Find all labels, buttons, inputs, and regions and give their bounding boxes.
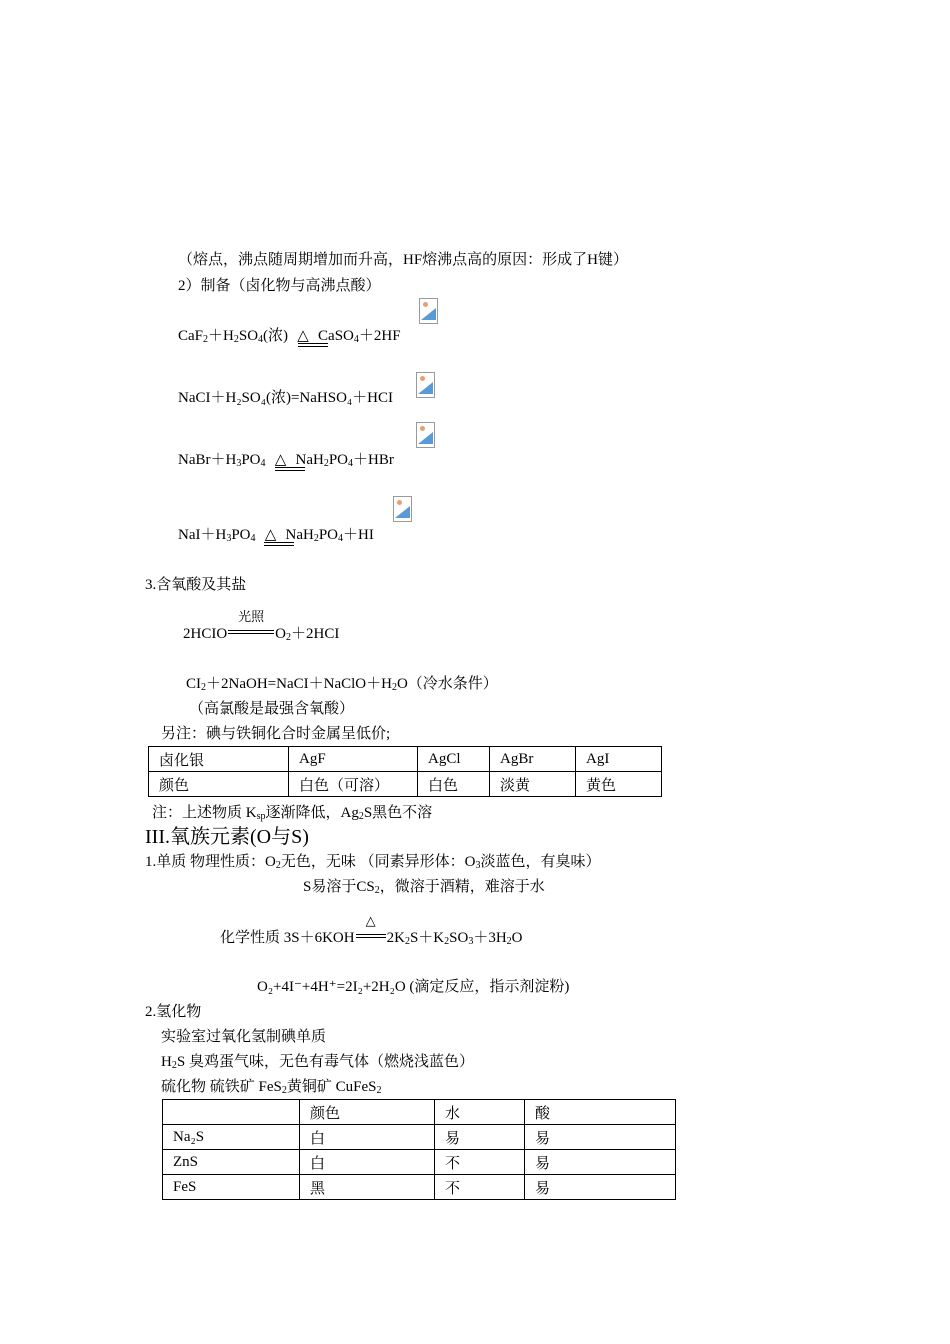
table-cell: 白色 [418, 772, 490, 797]
table-cell: 颜色 [300, 1100, 435, 1125]
table-row [149, 772, 662, 797]
h2s-note: $H_2S$ 臭鸡蛋气味，无色有毒气体（燃烧浅蓝色） [161, 1054, 474, 1071]
section-oxyacids: 3.含氧酸及其盐 [145, 577, 247, 593]
chemical-properties-s: 化学性质 3S＋6KOH △ $2K_2S+K_2SO_3+3H_2O$ [220, 913, 523, 947]
table-cell: 黄色 [576, 772, 662, 797]
iodine-note: 另注：碘与铁铜化合时金属呈低价; [161, 726, 391, 742]
table-row [163, 1100, 676, 1125]
table-cell: 颜色 [149, 772, 289, 797]
silver-halide-table [148, 746, 662, 797]
table-cell: 不 [435, 1175, 525, 1200]
heat-condition: △ [297, 328, 309, 344]
table-cell: AgF [289, 747, 418, 772]
table-cell: Na₂S [163, 1125, 300, 1150]
table-cell: AgBr [490, 747, 576, 772]
table-row [149, 747, 662, 772]
table-cell: 酸 [525, 1100, 676, 1125]
table-cell: ZnS [163, 1150, 300, 1175]
broken-image-icon [393, 496, 412, 522]
broken-image-icon [419, 298, 438, 324]
equals-double-line [298, 343, 328, 347]
table-cell [163, 1100, 300, 1125]
equation-nabr: $NaBr+H_3PO_4$ △ $NaH_2PO_4+HBr$ [178, 452, 394, 469]
equation-nacl: NaCI＋H₂SO₄(浓)=NaHSO₄＋HCI [178, 390, 393, 406]
hydrogen-peroxide-note: 实验室过氧化氢制碘单质 [161, 1029, 327, 1045]
table-cell: 卤化银 [149, 747, 289, 772]
table-cell: FeS [163, 1175, 300, 1200]
melting-point-note: （熔点，沸点随周期增加而升高，HF熔沸点高的原因：形成了H键） [178, 252, 629, 268]
table-cell: 淡黄 [490, 772, 576, 797]
table-cell: 不 [435, 1150, 525, 1175]
perchloric-note: （高氯酸是最强含氧酸） [189, 701, 355, 717]
ksp-note: 注：上述物质 $K_{sp}$逐渐降低，$Ag_2S$黑色不溶 [152, 805, 433, 822]
sulfide-minerals: 硫化物 硫铁矿 FeS$_2$黄铜矿 CuFeS$_2$ [161, 1079, 382, 1096]
table-cell: 白 [300, 1125, 435, 1150]
table-cell: AgCl [418, 747, 490, 772]
table-row [163, 1175, 676, 1200]
table-cell: 易 [525, 1125, 676, 1150]
heat-condition: △ [264, 527, 277, 543]
equation-caf2: $CaF_2+H_2SO_4$(浓) △ CaSO$_4$＋2HF [178, 328, 401, 345]
table-row [163, 1125, 676, 1150]
section-oxygen-group: III.氧族元素(O与S) [145, 826, 309, 848]
equals-double-line [275, 467, 305, 471]
broken-image-icon [416, 372, 435, 398]
sulfide-table [162, 1099, 676, 1200]
heat-condition: △ [274, 452, 287, 468]
equation-cl2-naoh: $CI_2+2NaOH=NaCI+NaClO+H_2O$（冷水条件） [186, 676, 498, 693]
equation-nai: $NaI+H_3PO_4$ △ $NaH_2PO_4+HI$ [178, 527, 374, 544]
equals-double-line [264, 542, 294, 546]
table-cell: 水 [435, 1100, 525, 1125]
table-cell: 白 [300, 1150, 435, 1175]
equation-hclo: 2HCIO 光照 $O_2+2HCI$ [183, 609, 340, 643]
broken-image-icon [416, 422, 435, 448]
table-cell: 易 [435, 1125, 525, 1150]
physical-properties-s: S易溶于$CS_2$，微溶于酒精，难溶于水 [303, 879, 545, 896]
table-cell: 易 [525, 1150, 676, 1175]
equation-o2-iodide: O₂+4I⁻+4H⁺=2I₂+2H₂O (滴定反应，指示剂淀粉) [257, 979, 570, 995]
table-cell: AgI [576, 747, 662, 772]
section-hydrides: 2.氢化物 [145, 1004, 202, 1020]
table-cell: 白色（可溶） [289, 772, 418, 797]
table-cell: 易 [525, 1175, 676, 1200]
preparation-heading: 2）制备（卤化物与高沸点酸） [178, 278, 381, 294]
table-cell: 黑 [300, 1175, 435, 1200]
physical-properties-o2: 1.单质 物理性质：$O_2$无色，无味 （同素异形体：$O_3$淡蓝色，有臭味） [145, 854, 601, 871]
table-row [163, 1150, 676, 1175]
